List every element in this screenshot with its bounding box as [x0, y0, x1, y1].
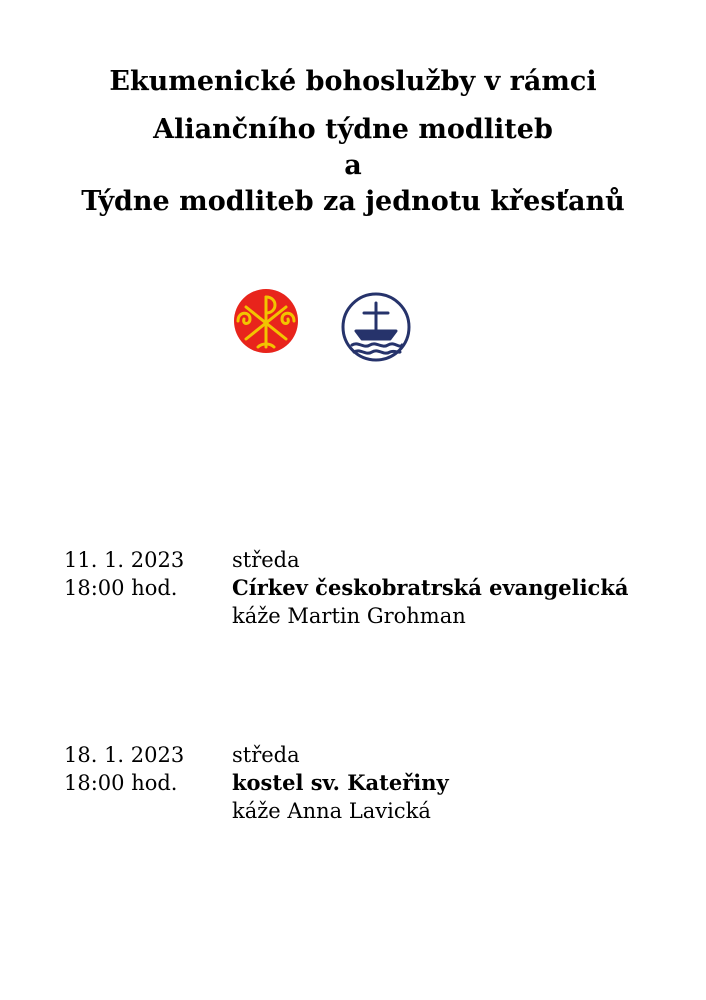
page-title — [0, 64, 706, 220]
title-line-4: Týdne modliteb za jednotu křesťanů — [81, 186, 625, 217]
title-line-1: Ekumenické bohoslužby v rámci — [109, 66, 597, 97]
event-date: 18. 1. 2023 — [64, 743, 185, 767]
event-day: středa — [232, 743, 300, 767]
title-line-3: a — [344, 150, 362, 181]
event-day: středa — [232, 548, 300, 572]
event-time: 18:00 hod. — [64, 771, 178, 795]
event-place: kostel sv. Kateřiny — [232, 770, 449, 795]
event-preacher: káže Martin Grohman — [232, 604, 466, 628]
ship-cross-icon — [340, 291, 412, 363]
event-item-1 — [0, 546, 706, 630]
logos-row — [0, 287, 706, 367]
title-line-2: Aliančního týdne modliteb — [153, 114, 553, 145]
event-place: Církev českobratrská evangelická — [232, 575, 629, 600]
event-time: 18:00 hod. — [64, 576, 178, 600]
chi-rho-icon — [232, 287, 300, 355]
event-item-2 — [0, 741, 706, 825]
event-date: 11. 1. 2023 — [64, 548, 185, 572]
event-preacher: káže Anna Lavická — [232, 799, 431, 823]
